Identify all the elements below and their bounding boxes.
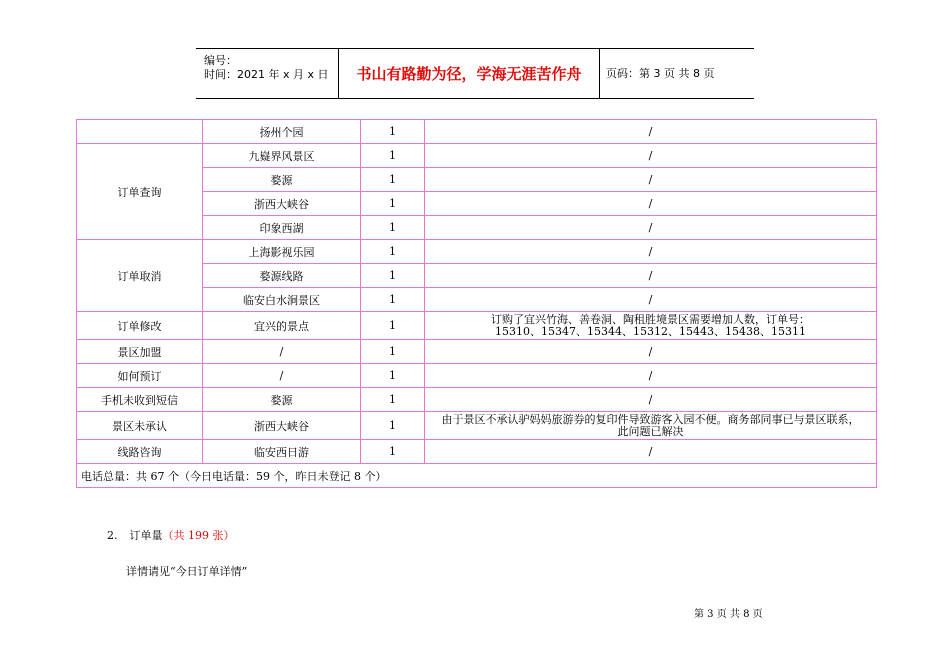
header-motto: 书山有路勤为径，学海无涯苦作舟 [356, 65, 582, 83]
count-cell: 1 [361, 440, 425, 464]
code-label: 编号： [204, 54, 237, 67]
description-cell: / [425, 192, 877, 216]
header-meta-cell [196, 49, 339, 98]
table-row [77, 412, 877, 440]
page-footer: 第 3 页 共 8 页 [694, 609, 763, 620]
description-cell: / [425, 216, 877, 240]
item-cell: 婺源 [203, 168, 361, 192]
header-page-cell [600, 49, 754, 98]
category-cell: 景区加盟 [77, 340, 203, 364]
item-cell: 临安西日游 [203, 440, 361, 464]
table-row [77, 240, 877, 264]
call-log-table [76, 119, 877, 488]
item-cell: 浙西大峡谷 [203, 412, 361, 440]
description-line: 15310、15347、15344、15312、15443、15438、15311 [495, 324, 806, 338]
header-motto-cell [339, 49, 600, 98]
category-cell: 订单查询 [77, 144, 203, 240]
description-cell: / [425, 144, 877, 168]
description-cell: / [425, 364, 877, 388]
description-cell [425, 412, 877, 440]
count-cell: 1 [361, 340, 425, 364]
page-header [196, 48, 754, 99]
count-cell: 1 [361, 216, 425, 240]
description-cell: / [425, 388, 877, 412]
item-cell: 临安白水涧景区 [203, 288, 361, 312]
item-cell: 上海影视乐园 [203, 240, 361, 264]
count-cell: 1 [361, 192, 425, 216]
count-cell: 1 [361, 144, 425, 168]
description-cell: / [425, 340, 877, 364]
table-row [77, 440, 877, 464]
order-total: （共 199 张） [162, 529, 235, 542]
item-cell: 印象西湖 [203, 216, 361, 240]
item-cell: 宜兴的景点 [203, 312, 361, 340]
category-cell [77, 120, 203, 144]
description-cell: / [425, 168, 877, 192]
category-cell: 如何预订 [77, 364, 203, 388]
count-cell: 1 [361, 120, 425, 144]
category-cell: 景区未承认 [77, 412, 203, 440]
item-cell: 扬州个园 [203, 120, 361, 144]
count-cell: 1 [361, 264, 425, 288]
description-cell: / [425, 120, 877, 144]
table-row [77, 340, 877, 364]
section-title: 订单量 [129, 529, 163, 542]
section-order-count [107, 527, 235, 543]
description-cell [425, 312, 877, 340]
section-number: 2. [107, 529, 118, 542]
description-cell: / [425, 440, 877, 464]
item-cell: / [203, 340, 361, 364]
description-cell: / [425, 240, 877, 264]
item-cell: 婺源 [203, 388, 361, 412]
count-cell: 1 [361, 240, 425, 264]
detail-note: 详情请见“今日订单详情” [126, 565, 248, 578]
header-page-label: 页码：第 3 页 共 8 页 [606, 67, 715, 80]
category-cell: 线路咨询 [77, 440, 203, 464]
description-cell: / [425, 264, 877, 288]
item-cell: 婺源线路 [203, 264, 361, 288]
call-total: 电话总量：共 67 个（今日电话量：59 个，昨日未登记 8 个） [77, 464, 877, 488]
table-footer-row [77, 464, 877, 488]
time-label: 时间：2021 年 x 月 x 日 [204, 68, 329, 81]
description-cell: / [425, 288, 877, 312]
item-cell: / [203, 364, 361, 388]
count-cell: 1 [361, 388, 425, 412]
table-row [77, 388, 877, 412]
count-cell: 1 [361, 364, 425, 388]
count-cell: 1 [361, 288, 425, 312]
count-cell: 1 [361, 412, 425, 440]
item-cell: 浙西大峡谷 [203, 192, 361, 216]
count-cell: 1 [361, 312, 425, 340]
description-line: 订购了宜兴竹海、善卷洞、陶租胜境景区需要增加人数，订单号： [491, 312, 810, 326]
table-row [77, 144, 877, 168]
category-cell: 订单取消 [77, 240, 203, 312]
category-cell: 手机未收到短信 [77, 388, 203, 412]
table-row [77, 312, 877, 340]
description-line: 由于景区不承认驴妈妈旅游券的复印件导致游客入园不便。商务部同事已与景区联系， [441, 412, 860, 426]
item-cell: 九嶷界风景区 [203, 144, 361, 168]
table-row [77, 120, 877, 144]
count-cell: 1 [361, 168, 425, 192]
description-line: 此问题已解决 [617, 424, 684, 438]
table-row [77, 364, 877, 388]
category-cell: 订单修改 [77, 312, 203, 340]
